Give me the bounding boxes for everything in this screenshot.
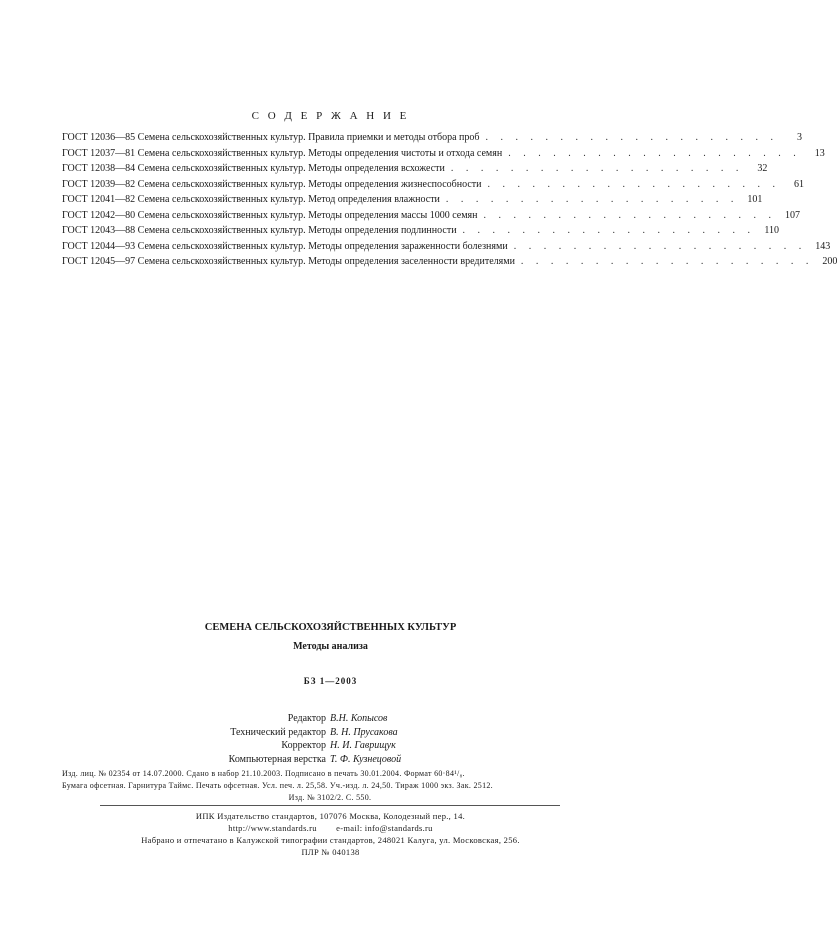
toc-entry-text: ГОСТ 12039—82 Семена сельскохозяйственных культур. Методы определения жизнеспособности: [62, 178, 482, 190]
publisher-info: [0, 810, 661, 858]
toc-entry-page: 200: [822, 256, 837, 267]
bz-code: БЗ 1—2003: [303, 676, 358, 686]
toc-entry: [62, 256, 837, 272]
imprint-line-2: Бумага офсетная. Гарнитура Таймс. Печать офсетная. Усл. печ. л. 25,58. Уч.-изд. л. 24,50. Тираж 1000 экз. Зак. 2512.: [62, 781, 493, 790]
imprint-line-3: Изд. № 3102/2. С. 550.: [288, 793, 372, 802]
toc-entry: [62, 194, 763, 210]
toc-entry: [62, 225, 780, 241]
credit-role: Компьютерная верстка: [228, 753, 326, 765]
toc-entry: [62, 178, 805, 195]
toc-leader-dots: . . . . . . . . . . . . . . . . . . . .: [508, 147, 801, 159]
toc-leader-dots: . . . . . . . . . . . . . . . . . . . .: [487, 178, 781, 190]
toc-entry-text: ГОСТ 12041—82 Семена сельскохозяйственных культур. Метод определения влажности: [62, 194, 440, 205]
toc-entry: [62, 132, 802, 148]
toc-entry-page: 32: [757, 163, 768, 174]
divider: [100, 805, 560, 806]
credits: [0, 712, 661, 766]
credit-name: Н. И. Гаврищук: [330, 740, 396, 751]
credit-role: Редактор: [287, 713, 326, 724]
credit-row: [0, 739, 661, 753]
toc-entry-text: ГОСТ 12038—84 Семена сельскохозяйственных культур. Методы определения всхожести: [62, 163, 445, 174]
publisher-line-4: ПЛР № 040138: [301, 847, 360, 857]
toc-entry-page: 101: [747, 194, 763, 205]
credit-name: Т. Ф. Кузнецовой: [330, 753, 402, 765]
toc-leader-dots: . . . . . . . . . . . . . . . . . . . .: [445, 194, 739, 205]
toc-entry: [62, 163, 768, 179]
toc-leader-dots: . . . . . . . . . . . . . . . . . . . .: [450, 163, 744, 174]
toc-entry-page: 13: [814, 147, 825, 159]
table-of-contents: [62, 132, 837, 272]
toc-entry-page: 143: [815, 240, 831, 252]
toc-entry: [62, 240, 831, 257]
toc-entry: [62, 147, 825, 164]
book-subtitle: Методы анализа: [293, 641, 368, 652]
credit-row: [0, 712, 661, 726]
book-title: СЕМЕНА СЕЛЬСКОХОЗЯЙСТВЕННЫХ КУЛЬТУР: [204, 622, 457, 633]
credit-row: [0, 726, 661, 740]
toc-title: С О Д Е Р Ж А Н И Е: [251, 110, 410, 122]
toc-leader-dots: . . . . . . . . . . . . . . . . . . . .: [520, 256, 814, 267]
credit-role: Технический редактор: [230, 726, 326, 738]
imprint: [62, 768, 598, 804]
credit-name: В.Н. Копысов: [330, 713, 388, 724]
imprint-line-1: Изд. лиц. № 02354 от 14.07.2000. Сдано в набор 21.10.2003. Подписано в печать 30.01.2004. Формат 60·84¹/₈.: [62, 769, 465, 778]
publisher-line-2: http://www.standards.ru e-mail: info@standards.ru: [228, 823, 433, 833]
credit-row: [0, 753, 661, 767]
toc-entry-text: ГОСТ 12036—85 Семена сельскохозяйственных культур. Правила приемки и методы отбора проб: [62, 132, 480, 143]
toc-entry-text: ГОСТ 12044—93 Семена сельскохозяйственных культур. Методы определения зараженности болезнями: [62, 240, 508, 252]
toc-entry: [62, 209, 801, 226]
credit-name: В. Н. Прусакова: [330, 726, 398, 738]
toc-leader-dots: . . . . . . . . . . . . . . . . . . . .: [485, 132, 778, 143]
toc-leader-dots: . . . . . . . . . . . . . . . . . . . .: [483, 209, 777, 221]
toc-entry-text: ГОСТ 12037—81 Семена сельскохозяйственных культур. Методы определения чистоты и отхода семян: [62, 147, 503, 159]
toc-entry-page: 61: [794, 178, 805, 190]
toc-entry-page: 107: [785, 209, 801, 221]
toc-leader-dots: . . . . . . . . . . . . . . . . . . . .: [462, 225, 756, 236]
toc-entry-text: ГОСТ 12042—80 Семена сельскохозяйственных культур. Методы определения массы 1000 семян: [62, 209, 478, 221]
credit-role: Корректор: [281, 740, 326, 751]
toc-entry-page: 110: [764, 225, 780, 236]
publisher-line-3: Набрано и отпечатано в Калужской типографии стандартов, 248021 Калуга, ул. Московская, 256.: [141, 835, 520, 845]
toc-entry-text: ГОСТ 12043—88 Семена сельскохозяйственных культур. Методы определения подлинности: [62, 225, 457, 236]
publisher-line-1: ИПК Издательство стандартов, 107076 Москва, Колодезный пер., 14.: [195, 811, 466, 821]
toc-leader-dots: . . . . . . . . . . . . . . . . . . . .: [513, 240, 807, 252]
toc-entry-page: 3: [797, 132, 802, 143]
toc-entry-text: ГОСТ 12045—97 Семена сельскохозяйственных культур. Методы определения заселенности вредителями: [62, 256, 515, 267]
